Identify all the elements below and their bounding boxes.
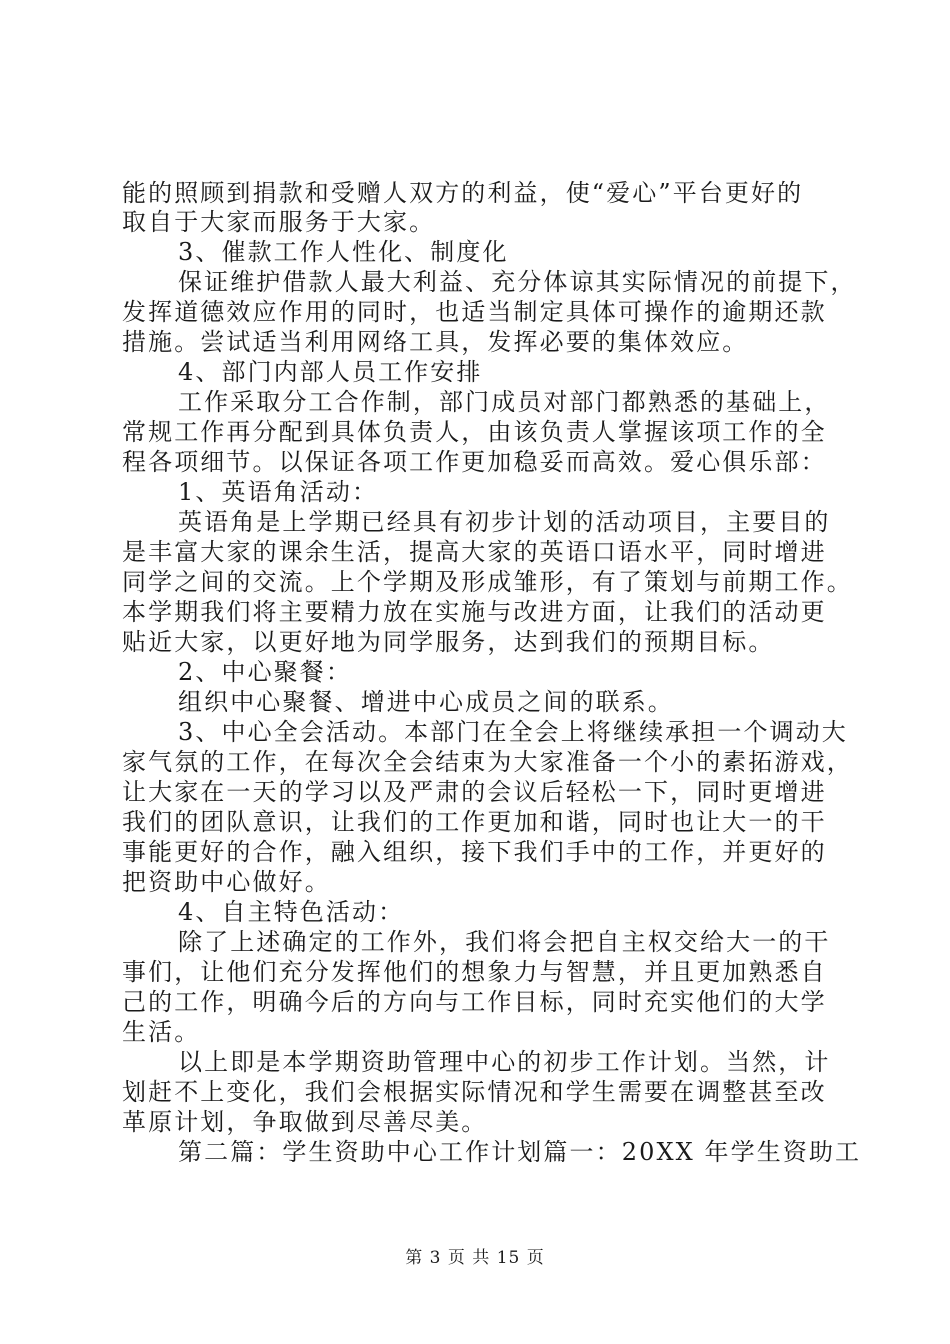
section-heading: 1、英语角活动： [178,478,379,506]
text-line: 革原计划，争取做到尽善尽美。 [122,1108,488,1136]
text-line: 组织中心聚餐、增进中心成员之间的联系。 [178,688,674,716]
text-line: 措施。尝试适当利用网络工具，发挥必要的集体效应。 [122,328,749,356]
text-line: 英语角是上学期已经具有初步计划的活动项目，主要目的 [178,508,831,536]
text-line: 我们的团队意识，让我们的工作更加和谐，同时也让大一的干 [122,808,827,836]
text-line: 取自于大家而服务于大家。 [122,208,436,236]
text-line: 发挥道德效应作用的同时，也适当制定具体可操作的逾期还款 [122,298,827,326]
text-line: 本学期我们将主要精力放在实施与改进方面，让我们的活动更 [122,598,827,626]
text-line: 同学之间的交流。上个学期及形成雏形，有了策划与前期工作。 [122,568,853,596]
text-line: 家气氛的工作，在每次全会结束为大家准备一个小的素拓游戏， [122,748,853,776]
text-line: 能的照顾到捐款和受赠人双方的利益，使“爱心”平台更好的 [122,179,804,207]
text-line: 常规工作再分配到具体负责人，由该负责人掌握该项工作的全 [122,418,827,446]
text-line: 划赶不上变化，我们会根据实际情况和学生需要在调整甚至改 [122,1078,827,1106]
text-line: 事能更好的合作，融入组织，接下我们手中的工作，并更好的 [122,838,827,866]
text-line: 把资助中心做好。 [122,868,331,896]
section-heading: 4、部门内部人员工作安排 [178,358,483,386]
text-line: 工作采取分工合作制，部门成员对部门都熟悉的基础上， [178,388,831,416]
text-line: 让大家在一天的学习以及严肃的会议后轻松一下，同时更增进 [122,778,827,806]
text-line: 程各项细节。以保证各项工作更加稳妥而高效。爱心俱乐部： [122,448,827,476]
text-line: 是丰富大家的课余生活，提高大家的英语口语水平，同时增进 [122,538,827,566]
page-number-footer: 第 3 页 共 15 页 [405,1248,545,1268]
section-heading: 4、自主特色活动： [178,898,405,926]
text-line: 第二篇：学生资助中心工作计划篇一：20XX 年学生资助工 [178,1138,862,1166]
text-line: 以上即是本学期资助管理中心的初步工作计划。当然，计 [178,1048,831,1076]
text-line: 贴近大家，以更好地为同学服务，达到我们的预期目标。 [122,628,775,656]
section-heading: 3、中心全会活动。本部门在全会上将继续承担一个调动大 [178,718,848,746]
text-line: 己的工作，明确今后的方向与工作目标，同时充实他们的大学 [122,988,827,1016]
text-line: 生活。 [122,1018,201,1046]
section-heading: 3、催款工作人性化、制度化 [178,238,509,266]
text-line: 事们，让他们充分发挥他们的想象力与智慧，并且更加熟悉自 [122,958,827,986]
section-heading: 2、中心聚餐： [178,658,352,686]
text-line: 保证维护借款人最大利益、充分体谅其实际情况的前提下， [178,268,857,296]
text-line: 除了上述确定的工作外，我们将会把自主权交给大一的干 [178,928,831,956]
